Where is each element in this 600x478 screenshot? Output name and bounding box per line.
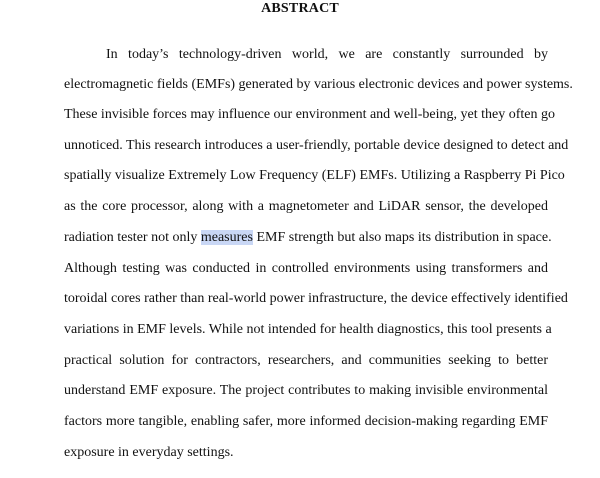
abstract-line-9: toroidal cores rather than real-world power infrastructure, the device effectively identified xyxy=(64,291,568,306)
selected-word-highlight[interactable]: measures xyxy=(200,230,253,245)
abstract-line-3: These invisible forces may influence our environment and well-being, yet they often go xyxy=(64,107,556,122)
abstract-line-12: understand EMF exposure. The project contributes to making invisible environmental xyxy=(64,383,548,398)
abstract-line-8: Although testing was conducted in controlled environments using transformers and xyxy=(64,261,548,276)
abstract-line-7 xyxy=(64,229,552,247)
abstract-line-1: In today’s technology-driven world, we are constantly surrounded by xyxy=(106,47,548,62)
abstract-line-6: as the core processor, along with a magnetometer and LiDAR sensor, the developed xyxy=(64,199,548,214)
abstract-line-11: practical solution for contractors, researchers, and communities seeking to better xyxy=(64,353,548,368)
abstract-heading: ABSTRACT xyxy=(261,1,339,16)
line-7-after: EMF strength but also maps its distribution in space. xyxy=(252,230,552,245)
abstract-line-10: variations in EMF levels. While not intended for health diagnostics, this tool presents a xyxy=(64,322,552,337)
line-7-before: radiation tester not only xyxy=(64,230,201,245)
abstract-line-14: exposure in everyday settings. xyxy=(64,445,234,460)
abstract-line-2: electromagnetic fields (EMFs) generated by various electronic devices and power systems. xyxy=(64,77,573,92)
abstract-line-13: factors more tangible, enabling safer, more informed decision-making regarding EMF xyxy=(64,414,548,429)
abstract-line-5: spatially visualize Extremely Low Frequency (ELF) EMFs. Utilizing a Raspberry Pi Pico xyxy=(64,168,565,183)
abstract-line-4: unnoticed. This research introduces a user-friendly, portable device designed to detect and xyxy=(64,138,569,153)
